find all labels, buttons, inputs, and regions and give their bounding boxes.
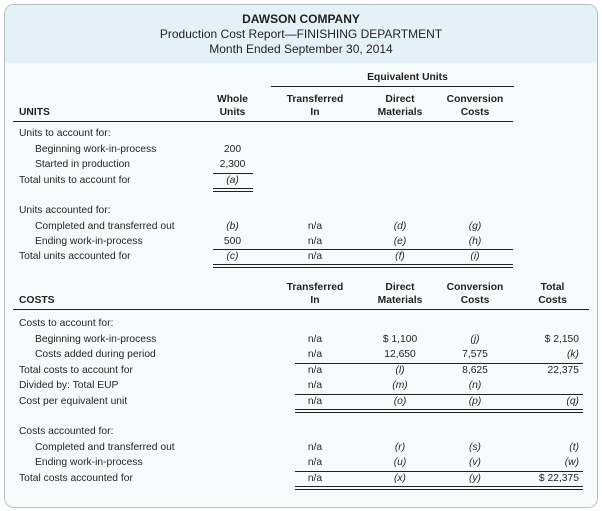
costs-row-dm: (l) [395, 365, 405, 376]
costs-row-total: $ 22,375 [538, 473, 579, 484]
col-transferred-in: Transferred In [286, 282, 344, 306]
units-row-label: Beginning work-in-process [35, 144, 157, 155]
costs-row-label: Ending work-in-process [35, 457, 143, 468]
units-row-whole: (b) [226, 221, 239, 232]
costs-row-ti: n/a [307, 457, 323, 468]
costs-row-total: (t) [569, 442, 579, 453]
units-row-cc: (g) [468, 221, 482, 232]
equivalent-units-rule [271, 86, 514, 87]
col-direct-materials: Direct Materials [377, 282, 423, 306]
costs-header-rule [13, 309, 589, 310]
costs-row-ti: n/a [307, 442, 323, 453]
units-row-ti: n/a [307, 236, 323, 247]
costs-row-label: Cost per equivalent unit [19, 396, 128, 407]
units-row-dm: (d) [393, 221, 407, 232]
production-cost-report [4, 4, 598, 508]
units-row-cc: (i) [470, 251, 480, 262]
total-double-rule [213, 264, 513, 268]
costs-row-cc: (p) [468, 396, 482, 407]
costs-row-cc: (j) [470, 334, 480, 345]
units-section-label: UNITS [19, 107, 50, 118]
units-row-whole: (c) [226, 251, 239, 262]
costs-section-label: COSTS [19, 295, 55, 306]
costs-row-dm: 12,650 [384, 349, 416, 360]
units-row-cc: (h) [468, 236, 482, 247]
costs-row-dm: (m) [392, 380, 408, 391]
costs-row-cc: (y) [468, 473, 481, 484]
units-row-label: Started in production [35, 159, 131, 170]
costs-row-dm: $ 1,100 [382, 334, 418, 345]
company-name: DAWSON COMPANY [242, 12, 360, 26]
total-double-rule [295, 486, 583, 490]
costs-row-ti: n/a [307, 334, 323, 345]
report-title: Production Cost Report—FINISHING DEPARTMENT [159, 27, 443, 41]
costs-row-cc: (s) [468, 442, 481, 453]
units-row-dm: (e) [393, 236, 407, 247]
costs-row-label: Divided by: Total EUP [19, 380, 119, 391]
units-row-label: Total units to account for [19, 175, 131, 186]
units-row-ti: n/a [307, 221, 323, 232]
costs-row-dm: (o) [393, 396, 407, 407]
costs-row-cc: 8,625 [462, 365, 488, 376]
col-whole-units: Whole Units [217, 94, 248, 118]
costs-row-label: Completed and transferred out [35, 442, 175, 453]
report-period: Month Ended September 30, 2014 [209, 42, 393, 56]
units-row-label: Completed and transferred out [35, 221, 175, 232]
units-row-label: Ending work-in-process [35, 236, 143, 247]
costs-row-label: Total costs to account for [19, 365, 133, 376]
costs-row-label: Total costs accounted for [19, 473, 133, 484]
costs-row-total: (q) [566, 396, 579, 407]
units-header-rule [13, 121, 513, 122]
costs-row-label: Costs to account for: [19, 318, 114, 329]
col-total-costs: Total Costs [538, 282, 567, 306]
col-conversion-costs: Conversion Costs [446, 94, 504, 118]
report-body [5, 63, 597, 507]
costs-row-cc: 7,575 [462, 349, 488, 360]
units-row-whole: (a) [226, 175, 239, 186]
costs-row-label: Costs added during period [35, 349, 156, 360]
units-row-whole: 200 [223, 144, 242, 155]
units-row-label: Units accounted for: [19, 205, 111, 216]
equivalent-units-header: Equivalent Units [367, 72, 448, 83]
col-conversion-costs: Conversion Costs [446, 282, 504, 306]
costs-row-dm: (r) [394, 442, 406, 453]
units-row-dm: (f) [395, 251, 405, 262]
costs-row-dm: (x) [393, 473, 406, 484]
units-row-whole: 500 [223, 236, 242, 247]
units-row-label: Total units accounted for [19, 251, 131, 262]
costs-row-cc: (n) [468, 380, 482, 391]
units-row-label: Units to account for: [19, 128, 111, 139]
costs-row-ti: n/a [307, 349, 323, 360]
costs-row-total: (k) [566, 349, 579, 360]
col-direct-materials: Direct Materials [377, 94, 423, 118]
col-transferred-in: Transferred In [286, 94, 344, 118]
costs-row-dm: (u) [393, 457, 407, 468]
costs-row-ti: n/a [307, 396, 323, 407]
costs-row-ti: n/a [307, 473, 323, 484]
costs-row-label: Costs accounted for: [19, 426, 114, 437]
costs-row-label: Beginning work-in-process [35, 334, 157, 345]
costs-row-cc: (v) [468, 457, 481, 468]
units-row-whole: 2,300 [219, 159, 246, 170]
total-double-rule [213, 188, 253, 192]
costs-row-total: (w) [564, 457, 579, 468]
costs-row-total: $ 2,150 [544, 334, 579, 345]
costs-row-ti: n/a [307, 365, 323, 376]
report-header [5, 5, 597, 63]
units-row-ti: n/a [307, 251, 323, 262]
costs-row-total: 22,375 [547, 365, 579, 376]
total-double-rule [295, 409, 583, 413]
costs-row-ti: n/a [307, 380, 323, 391]
